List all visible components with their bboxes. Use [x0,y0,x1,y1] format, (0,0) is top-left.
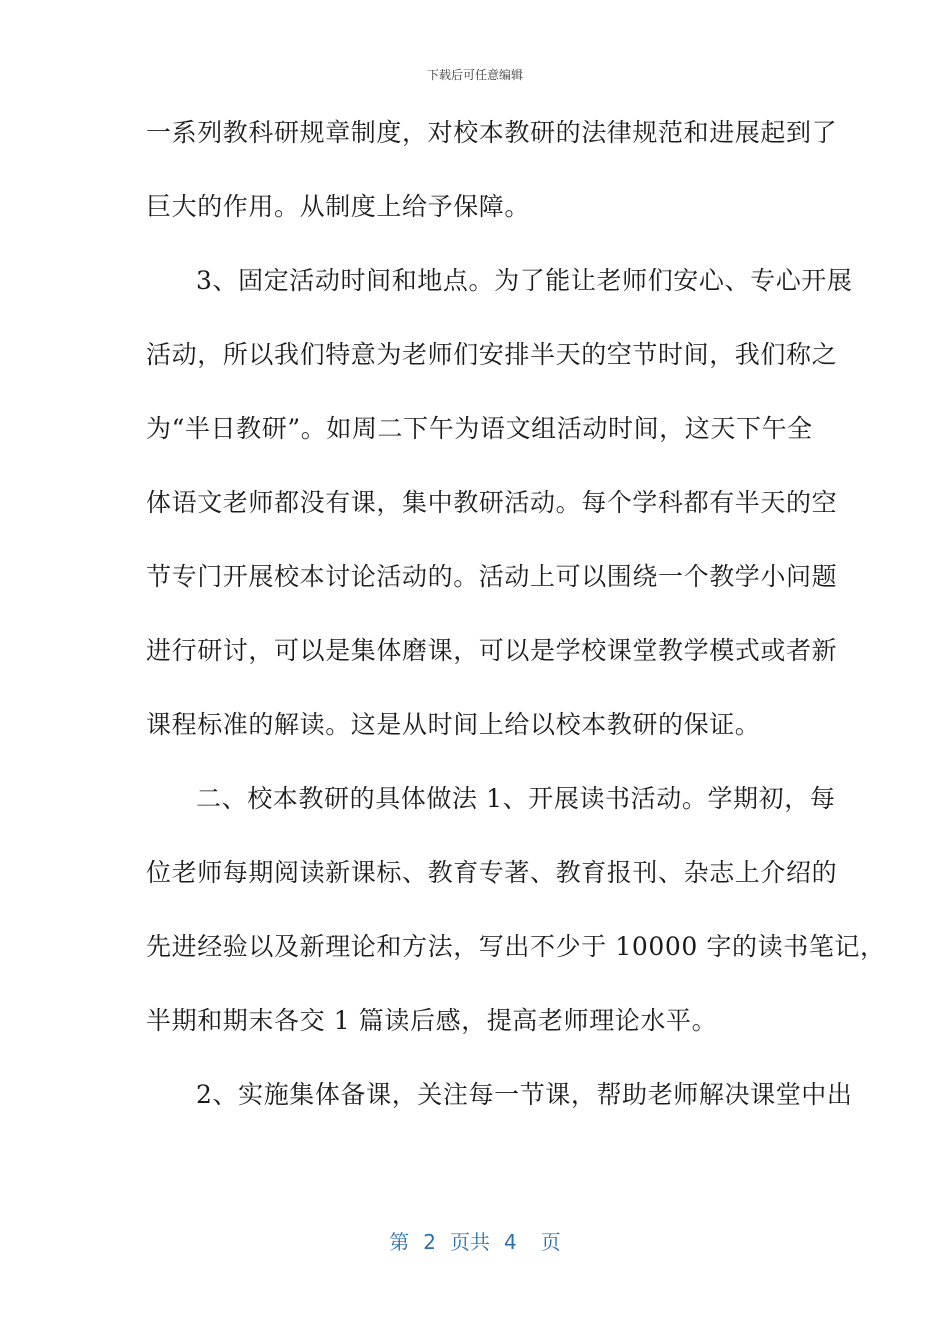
paragraph-start: 2、实施集体备课，关注每一节课，帮助老师解决课堂中出 [196,1080,853,1109]
text-line: 节专门开展校本讨论活动的。活动上可以围绕一个教学小问题 [146,562,838,591]
text-line: 先进经验以及新理论和方法，写出不少于 10000 字的读书笔记， [146,932,886,961]
text-line: 巨大的作用。从制度上给予保障。 [146,192,531,221]
text-line: 为“半日教研”。如周二下午为语文组活动时间，这天下午全 [146,414,813,443]
text-line: 体语文老师都没有课，集中教研活动。每个学科都有半天的空 [146,488,838,517]
text-line: 位老师每期阅读新课标、教育专著、教育报刊、杂志上介绍的 [146,858,838,887]
page-header: 下载后可任意编辑 [426,68,523,82]
total-page-count: 4 [504,1230,517,1254]
text-line: 进行研讨，可以是集体磨课，可以是学校课堂教学模式或者新 [146,636,838,665]
text-line: 一系列教科研规章制度，对校本教研的法律规范和进展起到了 [146,118,838,147]
document-body [146,118,886,1156]
text-line: 活动，所以我们特意为老师们安排半天的空节时间，我们称之 [146,340,838,369]
page-footer [0,1226,950,1255]
footer-prefix: 第 [389,1230,410,1254]
footer-middle: 页共 [450,1230,490,1254]
footer-suffix: 页 [540,1230,561,1254]
paragraph-start: 3、固定活动时间和地点。为了能让老师们安心、专心开展 [196,266,853,295]
current-page-number: 2 [423,1230,436,1254]
text-line: 课程标准的解读。这是从时间上给以校本教研的保证。 [146,710,761,739]
text-line: 半期和期末各交 1 篇读后感，提高老师理论水平。 [146,1006,718,1035]
paragraph-start: 二、校本教研的具体做法 1、开展读书活动。学期初，每 [196,784,836,813]
